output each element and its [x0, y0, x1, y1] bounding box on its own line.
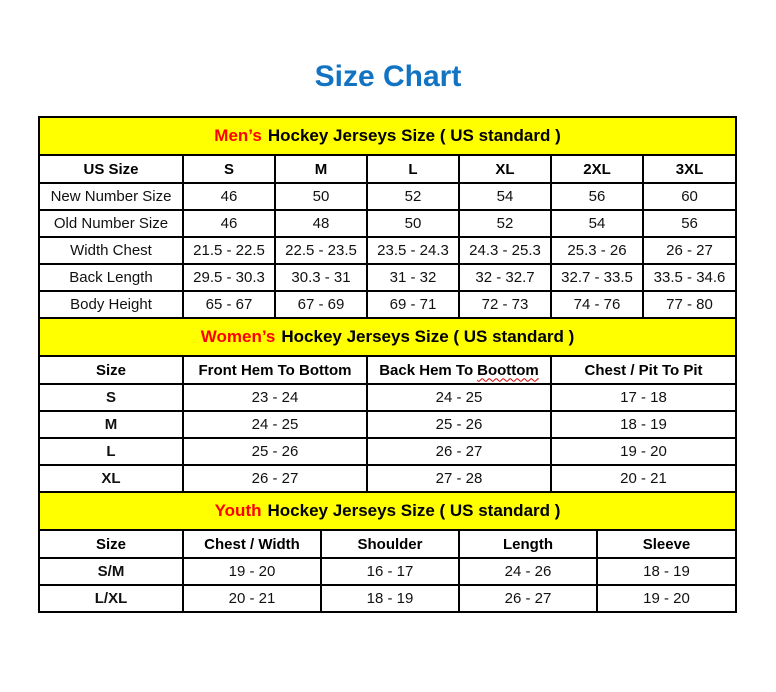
womens-section-title-rest: Hockey Jerseys Size ( US standard ) [281, 327, 575, 346]
size-value-cell: 16 - 17 [321, 558, 459, 585]
column-header: Size [39, 530, 183, 558]
size-value-cell: 25 - 26 [183, 438, 367, 465]
column-header: Size [39, 356, 183, 384]
size-value-cell: 69 - 71 [367, 291, 459, 318]
table-row [39, 411, 736, 438]
size-value-cell: 52 [459, 210, 551, 237]
size-value-cell: 72 - 73 [459, 291, 551, 318]
size-value-cell: 52 [367, 183, 459, 210]
youth-size-table [38, 491, 737, 613]
size-value-cell: 67 - 69 [275, 291, 367, 318]
mens-section-title-red: Men’s [214, 126, 262, 145]
size-value-cell: 54 [459, 183, 551, 210]
mens-section-header [39, 117, 736, 155]
size-value-cell: 22.5 - 23.5 [275, 237, 367, 264]
row-label: XL [39, 465, 183, 492]
table-row [39, 183, 736, 210]
womens-section-header [39, 318, 736, 356]
size-value-cell: 60 [643, 183, 736, 210]
row-label: L [39, 438, 183, 465]
youth-section-title [39, 492, 736, 530]
size-value-cell: 56 [643, 210, 736, 237]
column-header: Front Hem To Bottom [183, 356, 367, 384]
size-value-cell: 32.7 - 33.5 [551, 264, 643, 291]
size-value-cell: 46 [183, 210, 275, 237]
table-row [39, 210, 736, 237]
size-value-cell: 26 - 27 [459, 585, 597, 612]
womens-table-body [39, 384, 736, 492]
womens-size-table [38, 317, 737, 493]
row-label: M [39, 411, 183, 438]
size-value-cell: 19 - 20 [551, 438, 736, 465]
size-value-cell: 25 - 26 [367, 411, 551, 438]
size-value-cell: 77 - 80 [643, 291, 736, 318]
size-value-cell: 26 - 27 [183, 465, 367, 492]
column-header: US Size [39, 155, 183, 183]
size-value-cell: 19 - 20 [183, 558, 321, 585]
size-value-cell: 31 - 32 [367, 264, 459, 291]
table-row [39, 558, 736, 585]
size-value-cell: 18 - 19 [597, 558, 736, 585]
row-label: Old Number Size [39, 210, 183, 237]
size-value-cell: 74 - 76 [551, 291, 643, 318]
youth-section-title-red: Youth [214, 501, 262, 520]
size-value-cell: 26 - 27 [643, 237, 736, 264]
column-header: L [367, 155, 459, 183]
size-value-cell: 29.5 - 30.3 [183, 264, 275, 291]
row-label: New Number Size [39, 183, 183, 210]
size-value-cell: 24 - 25 [367, 384, 551, 411]
size-value-cell: 50 [275, 183, 367, 210]
size-value-cell: 48 [275, 210, 367, 237]
column-header: Length [459, 530, 597, 558]
table-row [39, 438, 736, 465]
row-label: L/XL [39, 585, 183, 612]
column-header: M [275, 155, 367, 183]
misspelled-word: Boottom [477, 361, 539, 379]
size-value-cell: 23.5 - 24.3 [367, 237, 459, 264]
row-label: S [39, 384, 183, 411]
size-value-cell: 18 - 19 [551, 411, 736, 438]
page-title: Size Chart [314, 60, 462, 93]
column-header: 3XL [643, 155, 736, 183]
row-label: Width Chest [39, 237, 183, 264]
row-label: S/M [39, 558, 183, 585]
size-value-cell: 24 - 26 [459, 558, 597, 585]
column-header: Shoulder [321, 530, 459, 558]
size-value-cell: 20 - 21 [183, 585, 321, 612]
youth-section-title-rest: Hockey Jerseys Size ( US standard ) [267, 501, 561, 520]
size-value-cell: 46 [183, 183, 275, 210]
table-row [39, 384, 736, 411]
size-value-cell: 50 [367, 210, 459, 237]
size-value-cell: 19 - 20 [597, 585, 736, 612]
size-value-cell: 18 - 19 [321, 585, 459, 612]
mens-section-title-rest: Hockey Jerseys Size ( US standard ) [267, 126, 561, 145]
youth-section-header [39, 492, 736, 530]
mens-size-table [38, 116, 737, 319]
row-label: Body Height [39, 291, 183, 318]
table-row [39, 465, 736, 492]
table-row [39, 264, 736, 291]
youth-table-body [39, 558, 736, 612]
womens-section-title-red: Women’s [200, 327, 276, 346]
size-value-cell: 30.3 - 31 [275, 264, 367, 291]
size-value-cell: 21.5 - 22.5 [183, 237, 275, 264]
column-header: XL [459, 155, 551, 183]
column-header: S [183, 155, 275, 183]
youth-column-header-row [39, 530, 736, 558]
table-row [39, 585, 736, 612]
table-row [39, 237, 736, 264]
size-value-cell: 17 - 18 [551, 384, 736, 411]
size-value-cell: 24 - 25 [183, 411, 367, 438]
column-header-text: Back Hem To [379, 361, 474, 379]
size-value-cell: 26 - 27 [367, 438, 551, 465]
column-header: 2XL [551, 155, 643, 183]
column-header-misspelled [367, 356, 551, 384]
size-value-cell: 33.5 - 34.6 [643, 264, 736, 291]
size-value-cell: 25.3 - 26 [551, 237, 643, 264]
size-value-cell: 20 - 21 [551, 465, 736, 492]
column-header: Chest / Width [183, 530, 321, 558]
row-label: Back Length [39, 264, 183, 291]
size-value-cell: 65 - 67 [183, 291, 275, 318]
column-header: Sleeve [597, 530, 736, 558]
womens-section-title [39, 318, 736, 356]
size-value-cell: 27 - 28 [367, 465, 551, 492]
mens-column-header-row [39, 155, 736, 183]
column-header: Chest / Pit To Pit [551, 356, 736, 384]
table-row [39, 291, 736, 318]
womens-column-header-row [39, 356, 736, 384]
size-value-cell: 24.3 - 25.3 [459, 237, 551, 264]
size-value-cell: 23 - 24 [183, 384, 367, 411]
mens-table-body [39, 183, 736, 318]
size-value-cell: 56 [551, 183, 643, 210]
size-value-cell: 32 - 32.7 [459, 264, 551, 291]
mens-section-title [39, 117, 736, 155]
size-value-cell: 54 [551, 210, 643, 237]
